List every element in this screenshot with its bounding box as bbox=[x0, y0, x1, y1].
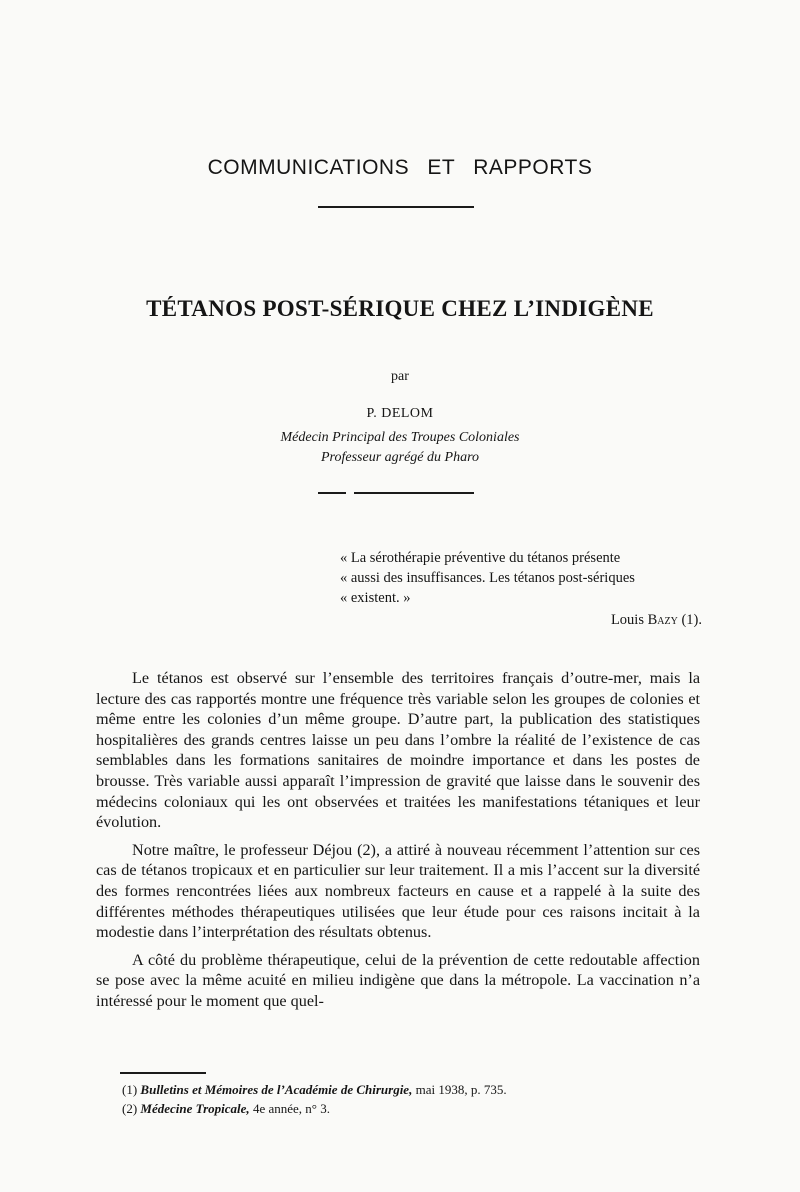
footnote-1 bbox=[122, 1080, 722, 1099]
footnote-1-details: mai 1938, p. 735. bbox=[415, 1082, 507, 1097]
author-affiliation-2: Professeur agrégé du Pharo bbox=[321, 450, 479, 465]
epigraph-author-first: Louis bbox=[610, 612, 644, 628]
separator-rule-long bbox=[354, 492, 474, 494]
epigraph-line: « aussi des insuffisances. Les tétanos post-sériques bbox=[340, 570, 635, 586]
footnote-2-number: (2) bbox=[122, 1101, 138, 1116]
article-title: TÉTANOS POST-SÉRIQUE CHEZ L’INDIGÈNE bbox=[146, 296, 654, 321]
footnote-2 bbox=[122, 1099, 722, 1118]
heading-rule bbox=[318, 206, 474, 208]
footnote-2-details: 4e année, n° 3. bbox=[252, 1101, 330, 1116]
author-affiliation-1: Médecin Principal des Troupes Coloniales bbox=[280, 430, 520, 445]
epigraph-reference: (1). bbox=[681, 612, 702, 628]
body-text bbox=[96, 668, 700, 1019]
footnote-2-title: Médecine Tropicale, bbox=[140, 1101, 250, 1116]
author-name: P. DELOM bbox=[366, 406, 434, 421]
byline-par: par bbox=[391, 369, 409, 384]
epigraph-author-last: Bazy bbox=[647, 612, 678, 628]
footnote-1-number: (1) bbox=[122, 1082, 138, 1097]
footnote-1-title: Bulletins et Mémoires de l’Académie de Chirurgie, bbox=[140, 1082, 413, 1097]
section-heading: COMMUNICATIONS ET RAPPORTS bbox=[207, 156, 593, 179]
body-paragraph-2: Notre maître, le professeur Déjou (2), a attiré à nouveau récemment l’attention sur ces cas de tétanos tropicaux et en particulier sur leur traitement. Il a mis l’accent sur la diversité des formes rencontrées liées aux nombreux facteurs en cause et a rappelé à la suite des différentes méthodes thérapeutiques utilisées que leur étude pour ces raisons incitait à la modestie dans l’interprétation des résultats obtenus. bbox=[96, 840, 700, 942]
separator-rule-short bbox=[318, 492, 346, 494]
epigraph bbox=[340, 548, 702, 630]
epigraph-line: « La sérothérapie préventive du tétanos présente bbox=[340, 550, 621, 566]
epigraph-line: « existent. » bbox=[340, 590, 411, 606]
footnotes bbox=[122, 1080, 722, 1118]
epigraph-author bbox=[340, 610, 702, 630]
body-paragraph-3: A côté du problème thérapeutique, celui de la prévention de cette redoutable affection se pose avec la même acuité en milieu indigène que dans la métropole. La vaccination n’a intéressé pour le moment que quel- bbox=[96, 950, 700, 1010]
body-paragraph-1: Le tétanos est observé sur l’ensemble des territoires français d’outre-mer, mais la lecture des cas rapportés montre une fréquence très variable selon les groupes de colonies et même entre les colonies d’un même groupe. D’autre part, la publication des statistiques hospitalières des grands centres laisse un peu dans l’ombre la réalité de l’existence de cas semblables dans les formations sanitaires de moindre importance et dans les postes de brousse. Très variable aussi apparaît l’impression de gravité que laisse dans le souvenir des médecins coloniaux qui les ont observées et traitées les manifestations tétaniques et leur évolution. bbox=[96, 669, 700, 832]
footnote-rule bbox=[120, 1072, 206, 1074]
